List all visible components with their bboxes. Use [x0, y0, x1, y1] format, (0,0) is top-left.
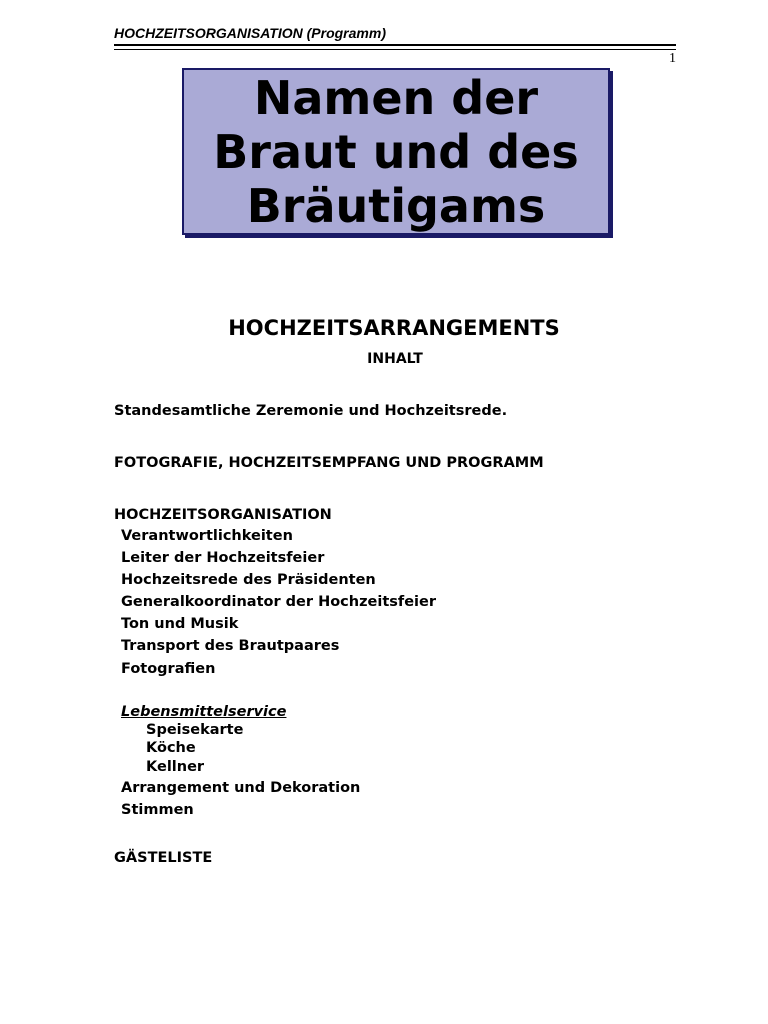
toc-food-service: Lebensmittelservice: [121, 704, 287, 720]
header-rule-thin: [114, 49, 676, 50]
toc-item: Hochzeitsrede des Präsidenten: [121, 572, 376, 588]
toc-item: Ton und Musik: [121, 616, 239, 632]
contents-heading: INHALT: [367, 351, 423, 367]
toc-item: Fotografien: [121, 661, 216, 677]
toc-organisation: HOCHZEITSORGANISATION: [114, 507, 332, 523]
toc-item: Leiter der Hochzeitsfeier: [121, 550, 325, 566]
toc-photography: FOTOGRAFIE, HOCHZEITSEMPFANG UND PROGRAMM: [114, 455, 544, 471]
toc-ceremony: Standesamtliche Zeremonie und Hochzeitsrede.: [114, 403, 508, 419]
toc-subitem: Köche: [146, 740, 196, 756]
running-header-title: HOCHZEITSORGANISATION (Programm): [114, 25, 386, 41]
page-number: 1: [669, 51, 676, 66]
toc-item: Generalkoordinator der Hochzeitsfeier: [121, 594, 437, 610]
toc-item: Verantwortlichkeiten: [121, 528, 293, 544]
title-box-text: Namen der Braut und des Bräutigams: [213, 70, 579, 233]
header-rule-thick: [114, 44, 676, 46]
toc-item: Transport des Brautpaares: [121, 638, 340, 654]
title-box: [182, 68, 610, 235]
main-heading: HOCHZEITSARRANGEMENTS: [228, 316, 560, 340]
toc-item: Stimmen: [121, 802, 194, 818]
toc-item: Arrangement und Dekoration: [121, 780, 361, 796]
toc-subitem: Kellner: [146, 759, 205, 775]
toc-guest-list: GÄSTELISTE: [114, 850, 213, 866]
toc-subitem: Speisekarte: [146, 722, 244, 738]
